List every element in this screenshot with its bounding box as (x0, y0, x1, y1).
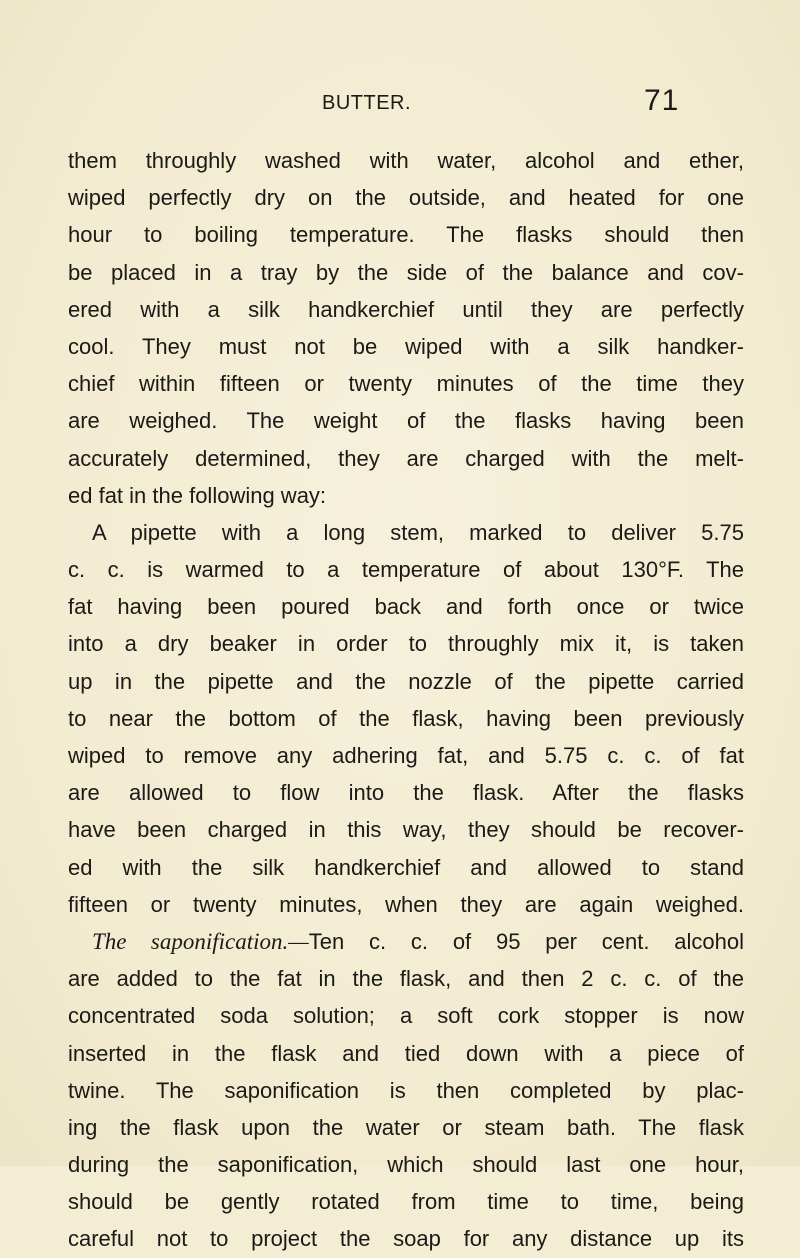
text-line: them throughly washed with water, alcohol and ether, (68, 148, 744, 173)
text-line: up in the pipette and the nozzle of the pipette carried (68, 668, 744, 694)
running-title: BUTTER. (322, 92, 412, 114)
text-line: hour to boiling temperature. The flasks should then (68, 222, 744, 248)
text-line: A pipette with a long stem, marked to deliver 5.75 (92, 519, 744, 545)
text-line: cool. They must not be wiped with a silk handker- (68, 333, 744, 359)
running-head (0, 84, 800, 128)
text-line: to near the bottom of the flask, having been previously (68, 705, 744, 731)
text-line: be placed in a tray by the side of the balance and cov- (68, 259, 744, 285)
text-line: fat having been poured back and forth once or twice (68, 594, 744, 620)
text-line: should be gently rotated from time to time, being (68, 1189, 744, 1215)
text-line: c. c. is warmed to a temperature of about 130°F. The (68, 557, 744, 583)
body-text (68, 142, 744, 1258)
text-line: twine. The saponification is then completed by plac- (68, 1077, 744, 1103)
text-line: fifteen or twenty minutes, when they are again weighed. (68, 891, 744, 917)
text-line: inserted in the flask and tied down with a piece of (68, 1040, 744, 1066)
text-line (68, 923, 744, 960)
text-line: ed with the silk handkerchief and allowed to stand (68, 854, 744, 880)
text-line: are weighed. The weight of the flasks having been (68, 408, 744, 434)
text-line: wiped to remove any adhering fat, and 5.75 c. c. of fat (68, 743, 744, 768)
text-line: ered with a silk handkerchief until they are perfectly (68, 296, 744, 322)
text-line: careful not to project the soap for any distance up its (68, 1226, 744, 1252)
text-line: during the saponification, which should last one hour, (68, 1152, 744, 1178)
text-line: concentrated soda solution; a soft cork stopper is now (68, 1003, 744, 1029)
text-line: chief within fifteen or twenty minutes of the time they (68, 371, 744, 397)
text-line: ed fat in the following way: (68, 482, 327, 508)
text-line: into a dry beaker in order to throughly mix it, is taken (68, 631, 744, 657)
text-line: have been charged in this way, they should be recover- (68, 817, 744, 843)
text-line-continuation: Ten c. c. of 95 per cent. alcohol (308, 928, 745, 954)
text-line: accurately determined, they are charged with the melt- (68, 445, 744, 471)
section-heading-saponification: The saponification.— (92, 928, 309, 954)
page-number: 71 (644, 84, 680, 117)
text-line: wiped perfectly dry on the outside, and heated for one (68, 185, 744, 211)
text-line: are added to the fat in the flask, and then 2 c. c. of the (68, 966, 744, 992)
text-line: ing the flask upon the water or steam bath. The flask (68, 1114, 744, 1140)
text-line: are allowed to flow into the flask. After the flasks (68, 780, 744, 806)
